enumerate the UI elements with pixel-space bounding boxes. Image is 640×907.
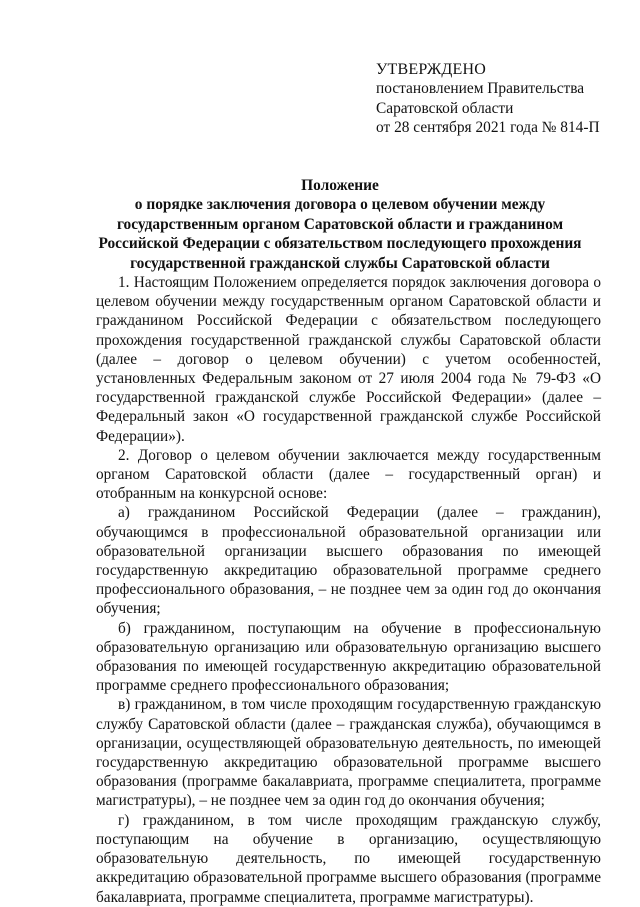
list-item-v: в) гражданином, в том числе проходящим государственную гражданскую службу Саратовской области (далее – гражданская служба), обучающимся в организации, осуществляющей образовательную деятельность, по имеющей государственную аккредитацию образовательной программе высшего образования (программе бакалавриата, программе специалитета, программе магистратуры), – не позднее чем за один год до окончания обучения; [96,696,601,810]
list-item-a: а) гражданином Российской Федерации (далее – гражданин), обучающимся в профессиональной образовательной организации или образовательной организации высшего образования по имеющей государственную аккредитацию образовательной программе среднего профессионального образования, – не позднее чем за один год до окончания обучения; [96,504,601,618]
approval-line-2: Саратовской области [376,99,514,117]
title-line-4: государственной гражданской службы Саратовской области [130,254,550,272]
title-line-2: государственным органом Саратовской области и гражданином [116,215,564,233]
title-line-1: о порядке заключения договора о целевом обучении между [134,196,546,214]
document-body [96,273,601,907]
list-item-b: б) гражданином, поступающим на обучение в профессиональную образовательную организацию или образовательную организацию высшего образования по имеющей государственную аккредитацию образовательной программе среднего профессионального образования; [96,619,601,695]
paragraph-2: 2. Договор о целевом обучении заключается между государственным органом Саратовской области (далее – государственный орган) и отобранным на конкурсной основе: [96,446,601,503]
list-item-g: г) гражданином, в том числе проходящим гражданскую службу, поступающим на обучение в организацию, осуществляющую образовательную деятельность, по имеющей государственную аккредитацию образовательной программе высшего образования (программе бакалавриата, программе специалитета, программе магистратуры). [96,811,601,906]
title-line-3: Российской Федерации с обязательством последующего прохождения [98,235,582,253]
approval-block [376,60,626,138]
approval-line-1: постановлением Правительства [376,80,585,98]
paragraph-1: 1. Настоящим Положением определяется порядок заключения договора о целевом обучении между государственным органом Саратовской области и гражданином Российской Федерации с обязательством последующего прохождения государственной гражданской службы Саратовской области (далее – договор о целевом обучении) с учетом особенностей, установленных Федеральным законом от 27 июля 2004 года № 79-ФЗ «О государственной гражданской службе Российской Федерации» (далее – Федеральный закон «О государственной гражданской службе Российской Федерации»). [96,274,601,445]
title-heading: Положение [301,177,379,194]
approval-stamp: УТВЕРЖДЕНО [376,61,487,78]
approval-line-3: от 28 сентября 2021 года № 814-П [376,119,600,137]
document-title [60,176,620,273]
